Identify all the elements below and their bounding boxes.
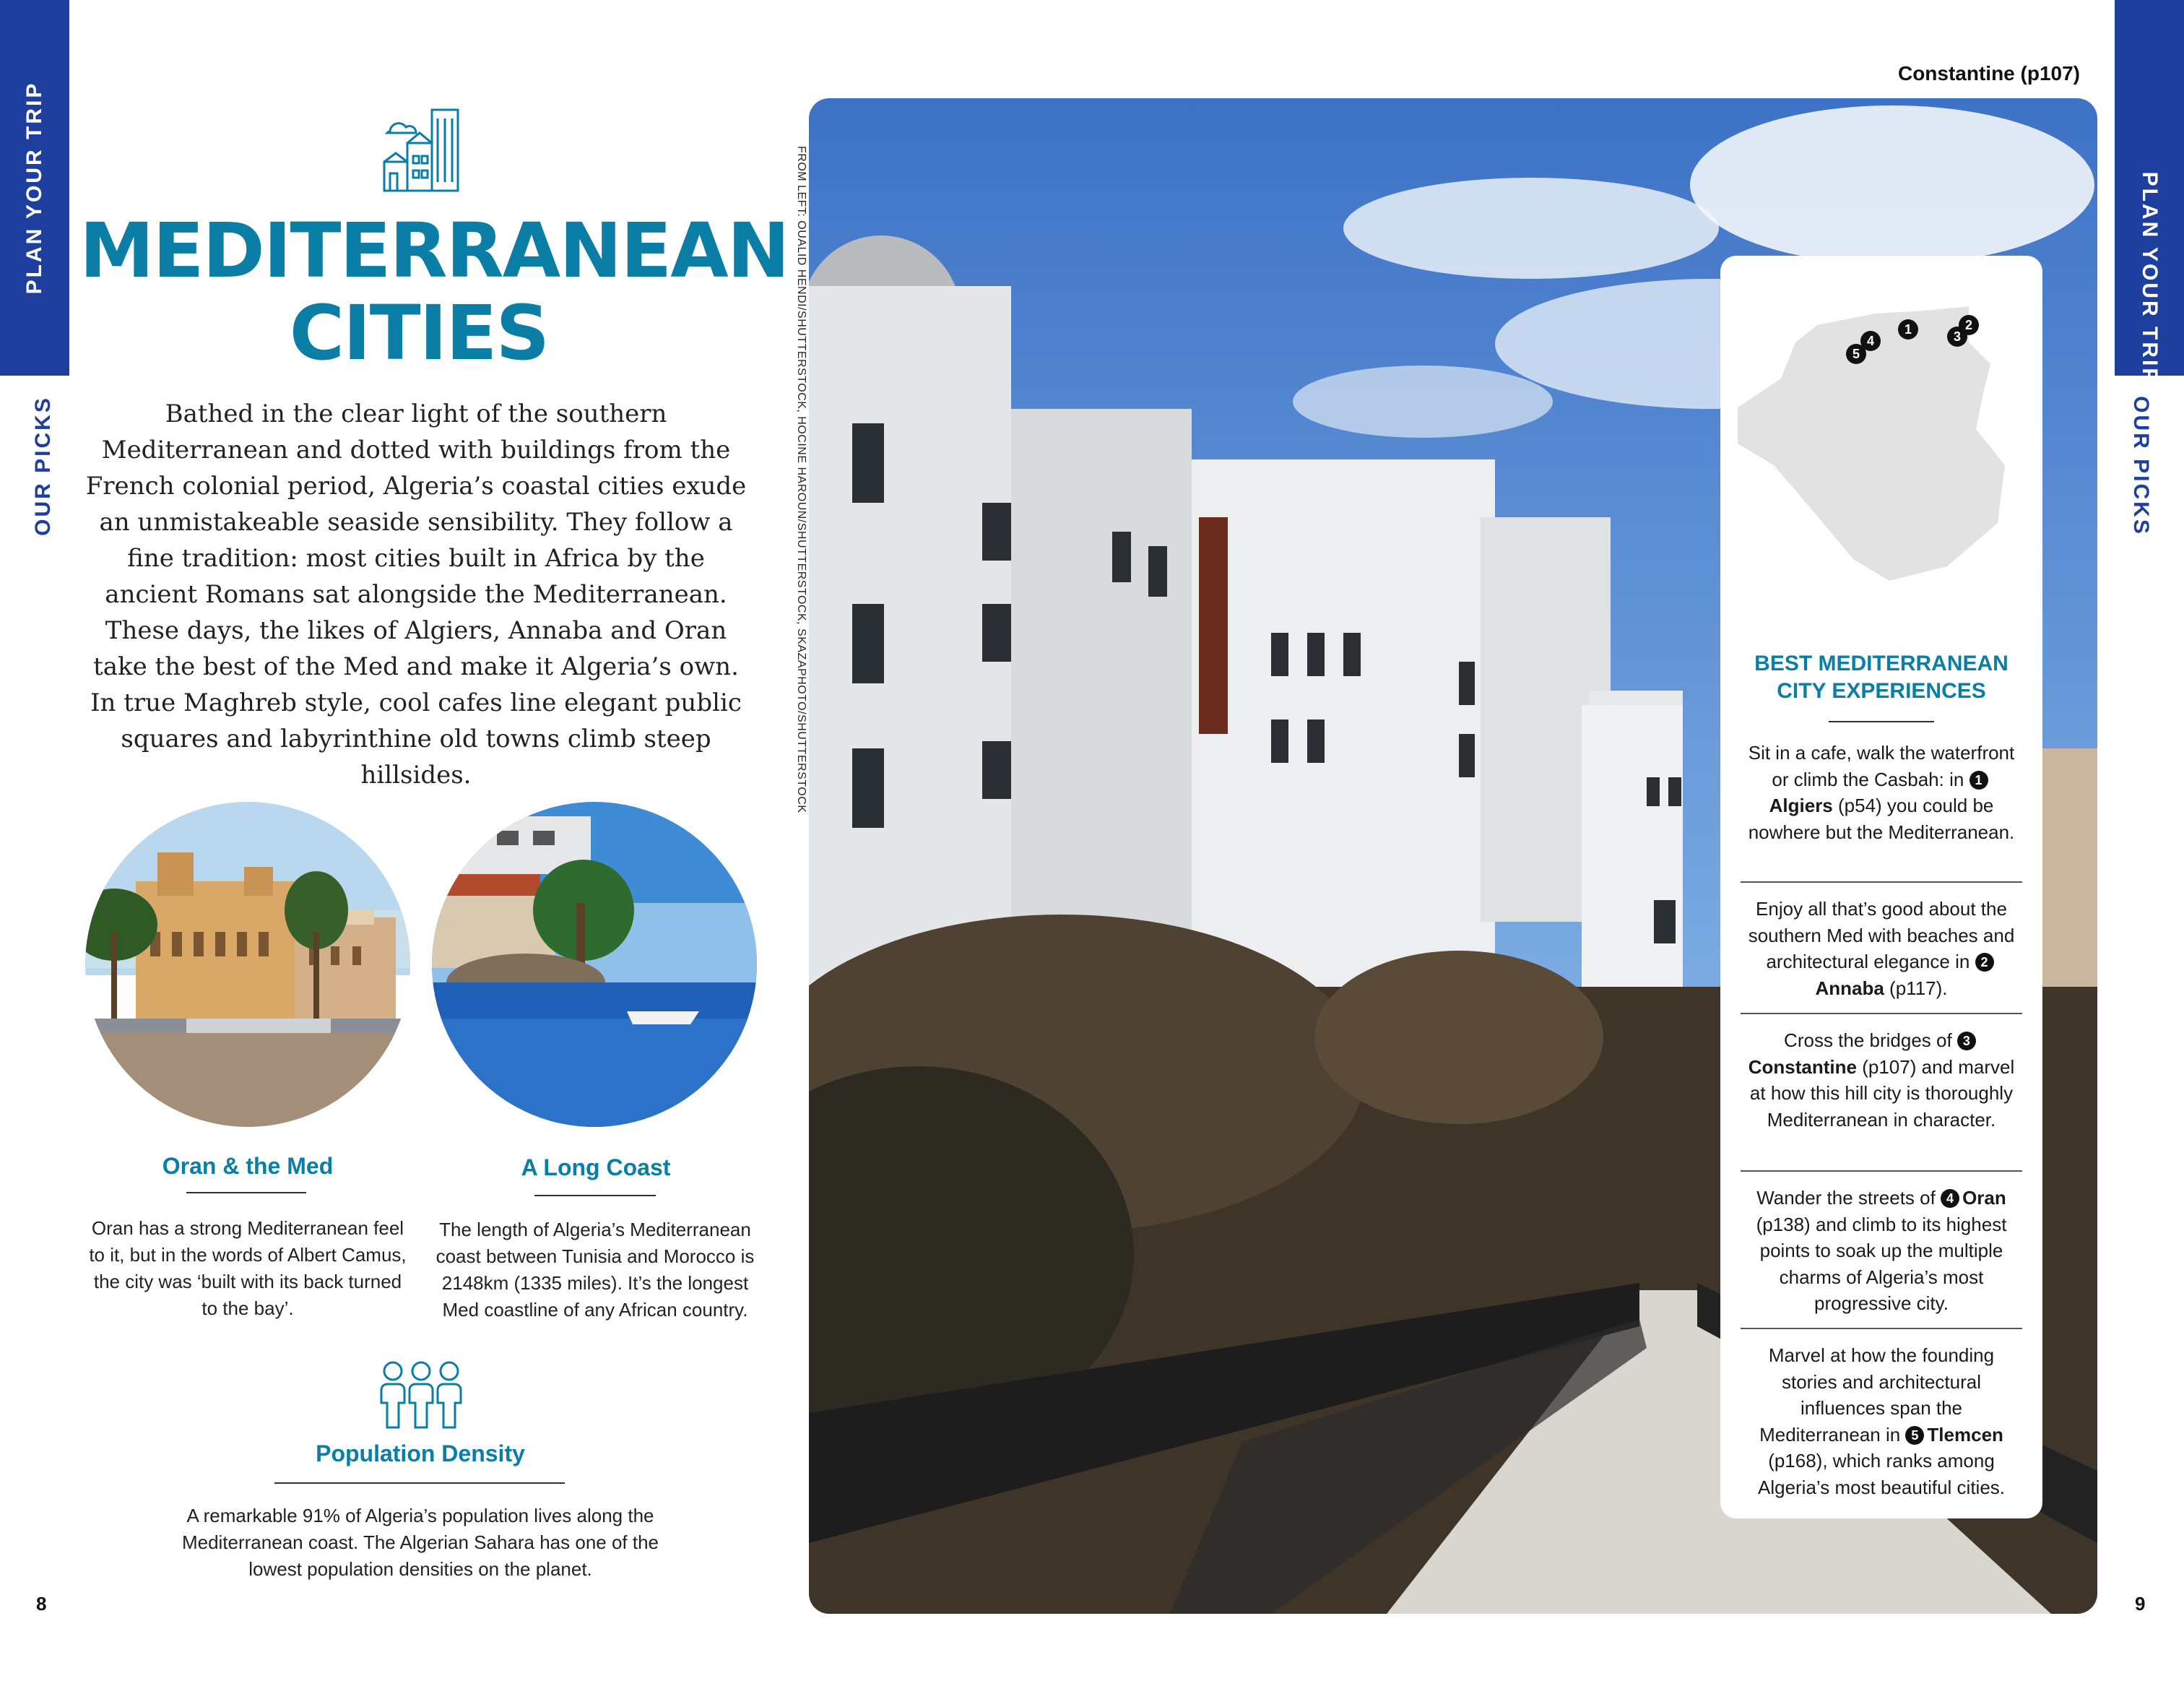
map-marker-3: 3 — [1953, 329, 1962, 344]
city-buildings-icon — [380, 105, 465, 194]
card-heading: BEST MEDITERRANEAN CITY EXPERIENCES — [1754, 652, 2008, 703]
page-title — [79, 207, 789, 377]
feature-rule-oran — [186, 1192, 306, 1193]
feature-text-oran: Oran has a strong Mediterranean feel to it, but in the words of Albert Camus, the city was ‘built with its back turned to the bay’. — [89, 1217, 407, 1319]
feature-heading-coast: A Long Coast — [521, 1154, 671, 1180]
page-number-right: 9 — [2135, 1593, 2146, 1615]
experience-annaba: Enjoy all that’s good about the southern Med with beaches and architectural elegance in 2Annaba (p117). — [1748, 898, 2015, 999]
algeria-map — [1730, 285, 2034, 588]
feature-heading-population: Population Density — [316, 1440, 525, 1466]
feature-rule-population — [274, 1482, 565, 1484]
experience-oran: Wander the streets of 4 Oran (p138) and climb to its highest points to soak up the multiple charms of Algeria’s most progressive city. — [1756, 1187, 2007, 1314]
experience-divider — [1741, 1328, 2022, 1329]
experience-algiers: Sit in a cafe, walk the waterfront or climb the Casbah: in 1Algiers (p54) you could be nowhere but the Mediterranean. — [1748, 742, 2015, 843]
map-marker-5: 5 — [1852, 347, 1860, 361]
card-heading-rule — [1829, 721, 1934, 722]
side-tab-right-sublabel: OUR PICKS — [2129, 396, 2153, 536]
feature-text-coast: The length of Algeria’s Mediterranean coast between Tunisia and Morocco is 2148km (1335 miles). It’s the longest Med coastline of any African country. — [436, 1219, 755, 1321]
title-line-1: MEDITERRANEAN — [79, 207, 789, 295]
best-experiences-card — [1720, 256, 2042, 1518]
experience-tlemcen: Marvel at how the founding stories and architectural influences span the Mediterranean in 5 Tlemcen (p168), which ranks among Algeria’s most beautiful cities. — [1757, 1344, 2005, 1498]
oran-photo — [85, 802, 410, 1127]
people-group-icon — [377, 1360, 465, 1432]
feature-rule-coast — [534, 1195, 656, 1196]
number-badge-3: 3 — [1957, 1032, 1976, 1050]
map-marker-2: 2 — [1964, 318, 1973, 332]
side-tab-right-label: PLAN YOUR TRIP — [2138, 171, 2162, 385]
experience-constantine: Cross the bridges of 3Constantine (p107) and marvel at how this hill city is thoroughly Mediterranean in character. — [1748, 1029, 2015, 1131]
number-badge-5: 5 — [1905, 1426, 1924, 1445]
map-marker-1: 1 — [1904, 322, 1912, 337]
experience-divider — [1741, 1013, 2022, 1014]
title-line-2: CITIES — [289, 289, 549, 377]
experience-divider — [1741, 1170, 2022, 1172]
feature-text-population: A remarkable 91% of Algeria’s population lives along the Mediterranean coast. The Algerian Sahara has one of the lowest population densities on the planet. — [181, 1505, 659, 1580]
photo-caption: Constantine (p107) — [1897, 62, 2080, 85]
side-tab-left-sublabel: OUR PICKS — [31, 396, 55, 536]
coast-photo — [432, 802, 757, 1127]
side-tab-left-label: PLAN YOUR TRIP — [22, 81, 46, 295]
photo-credit: FROM LEFT: OUALID HENDI/SHUTTERSTOCK, HOCINE HAROUN/SHUTTERSTOCK, SKAZAPHOTO/SHUTTERSTOCK — [795, 146, 807, 813]
number-badge-2: 2 — [1975, 953, 1994, 972]
feature-heading-oran: Oran & the Med — [162, 1153, 334, 1179]
number-badge-4: 4 — [1941, 1189, 1959, 1208]
map-marker-4: 4 — [1866, 334, 1875, 348]
number-badge-1: 1 — [1970, 771, 1988, 790]
page-number-left: 8 — [36, 1593, 47, 1615]
intro-paragraph: Bathed in the clear light of the southern Mediterranean and dotted with buildings from the French colonial period, Algeria’s coastal cities exude an unmistakeable seaside sensibility. They follow a fine tradition: most cities built in Africa by the ancient Romans sat alongside the Mediterranean. These days, the likes of Algiers, Annaba and Oran take the best of the Med and make it Algeria’s own. In true Maghreb style, cool cafes line elegant public squares and labyrinthine old towns climb steep hillsides. — [85, 399, 747, 790]
experience-divider — [1741, 881, 2022, 883]
